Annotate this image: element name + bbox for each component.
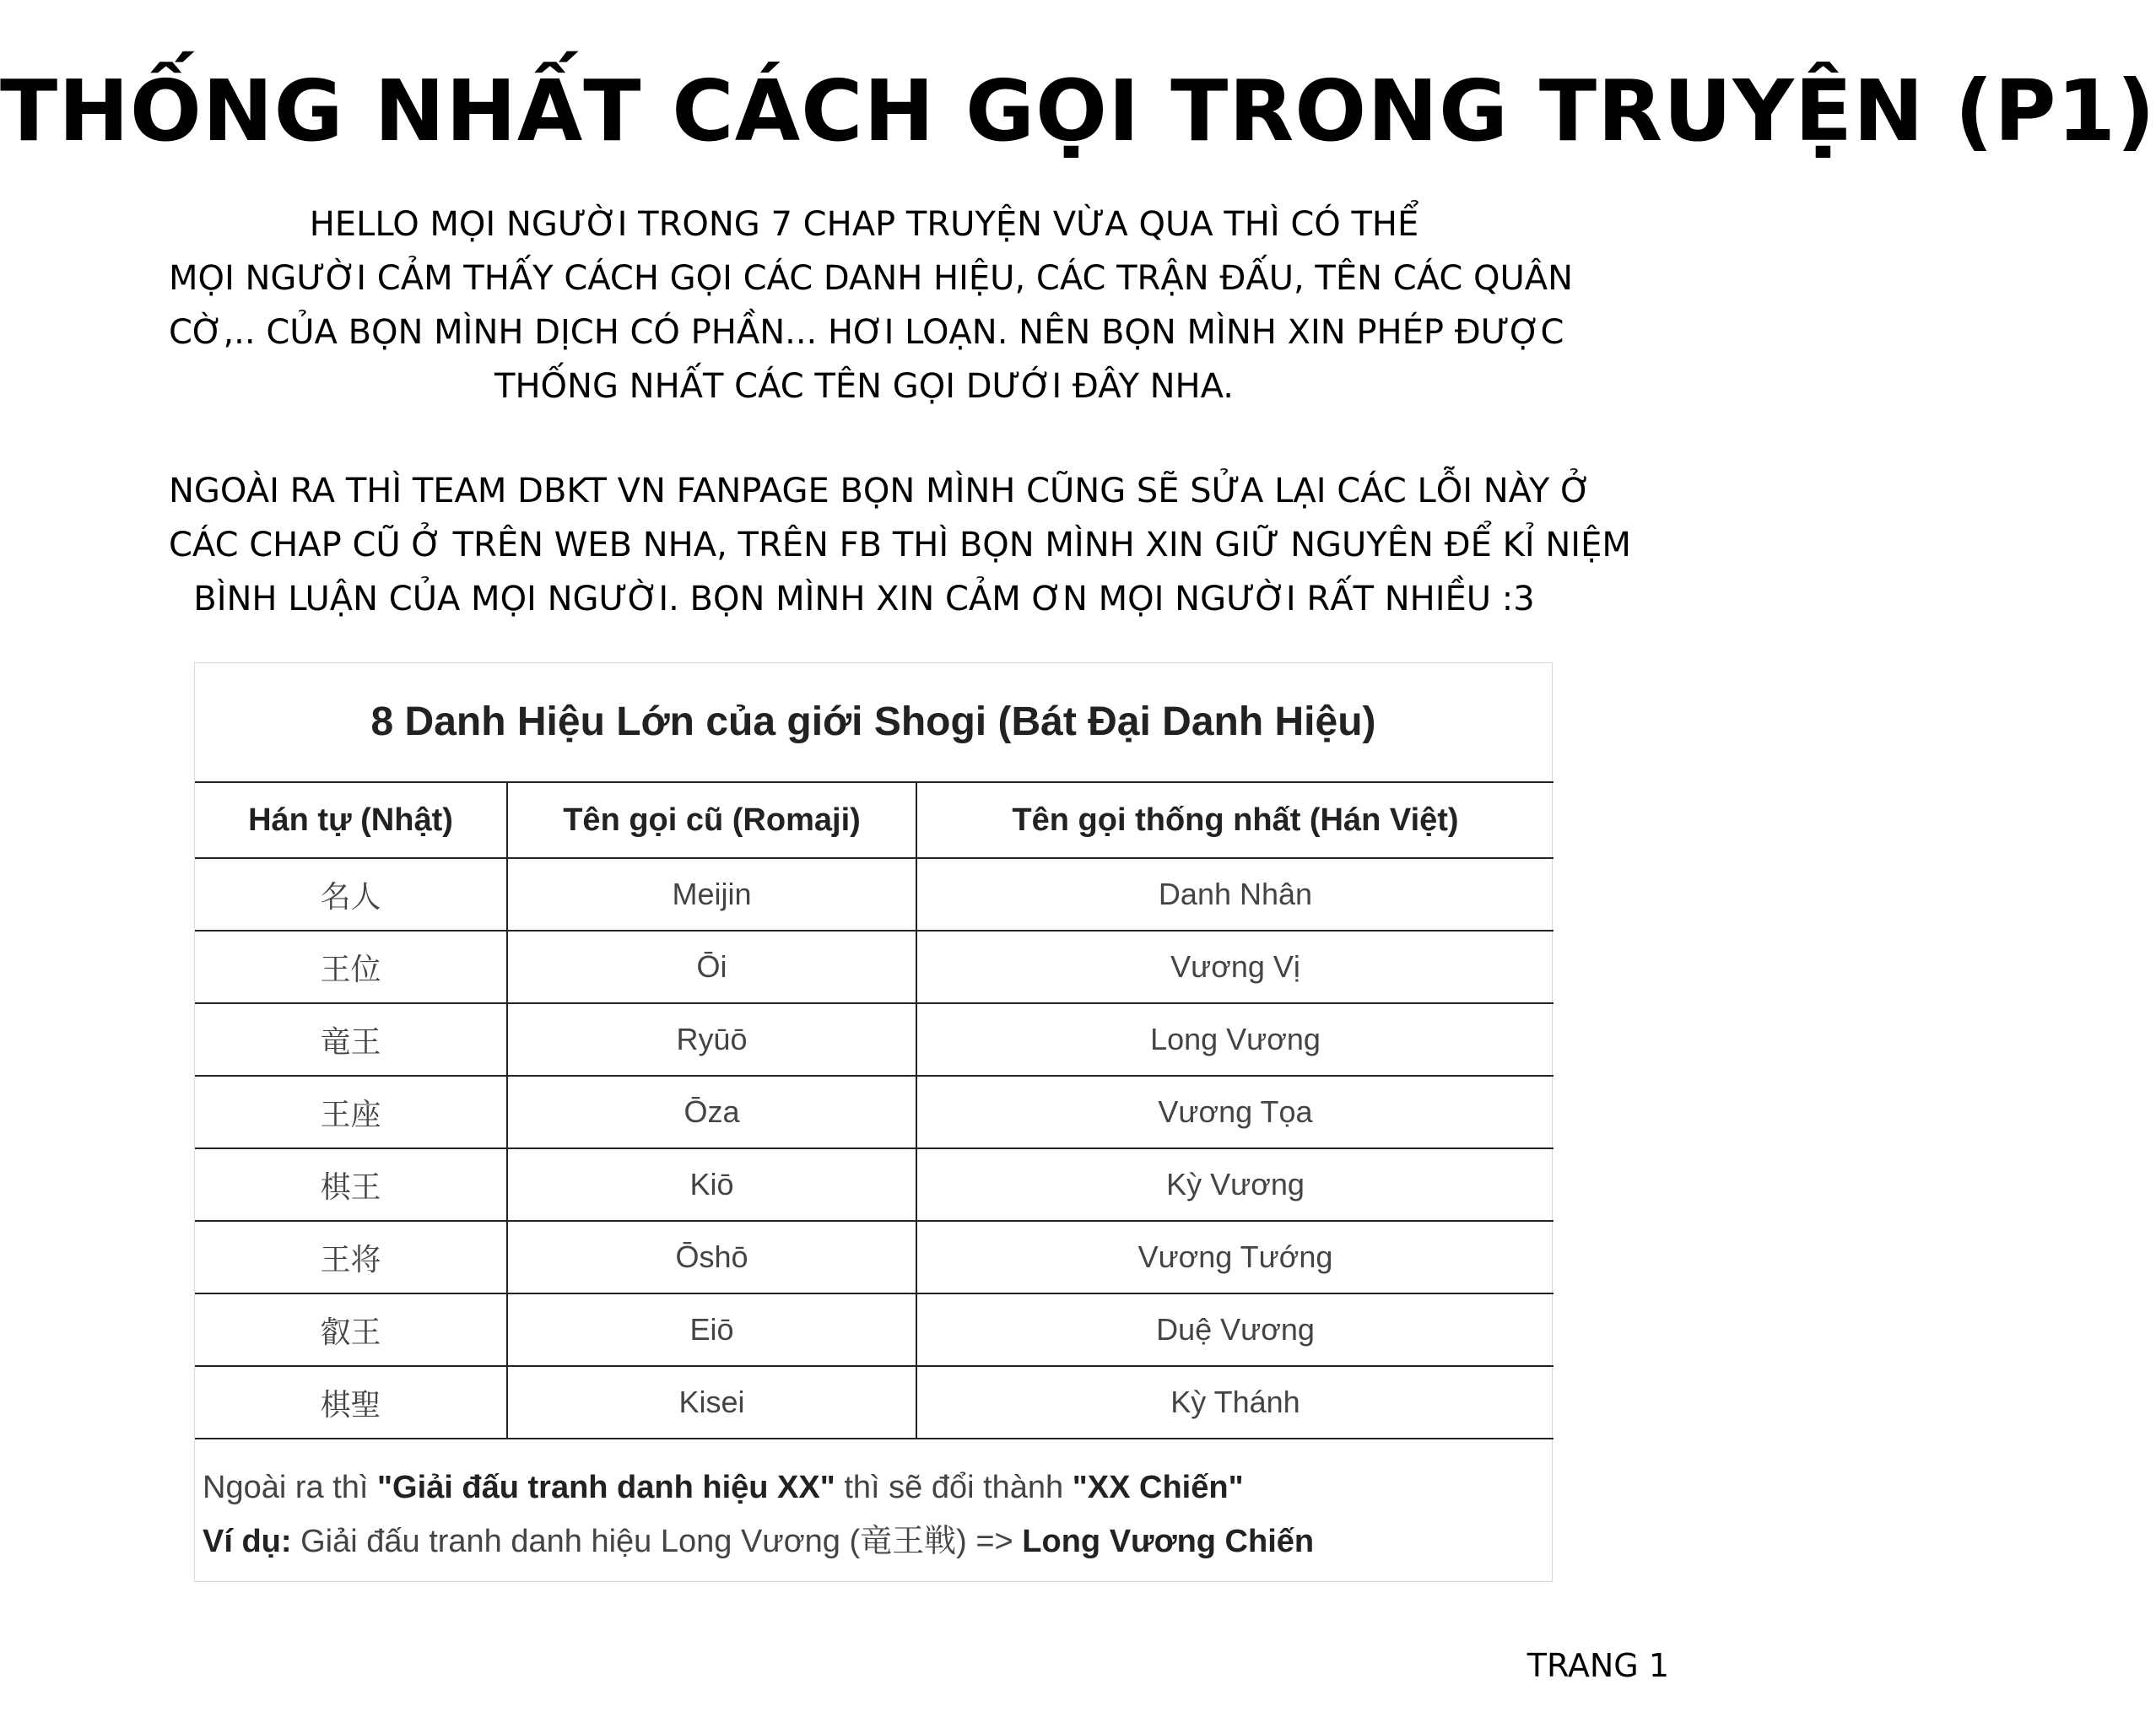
cell-romaji: Ryūō — [507, 1003, 916, 1076]
titles-card — [194, 662, 1553, 1582]
intro-line: MỌI NGƯỜI CẢM THẤY CÁCH GỌI CÁC DANH HIỆU, CÁC TRẬN ĐẤU, TÊN CÁC QUÂN — [169, 259, 1574, 298]
cell-han-viet: Kỳ Vương — [916, 1148, 1554, 1221]
intro-paragraph-2 — [169, 464, 1631, 626]
table-title: 8 Danh Hiệu Lớn của giới Shogi (Bát Đại Danh Hiệu) — [370, 699, 1376, 744]
cell-romaji: Ōshō — [507, 1221, 916, 1293]
header-kanji: Hán tự (Nhật) — [195, 782, 507, 858]
cell-kanji: 名人 — [195, 858, 507, 931]
cell-romaji: Meijin — [507, 858, 916, 931]
note-text: thì sẽ đổi thành — [835, 1470, 1073, 1505]
cell-han-viet: Kỳ Thánh — [916, 1366, 1554, 1439]
intro-paragraph-1 — [169, 197, 1574, 413]
intro-line: NGOÀI RA THÌ TEAM DBKT VN FANPAGE BỌN MÌNH CŨNG SẼ SỬA LẠI CÁC LỖI NÀY Ở — [169, 472, 1591, 510]
table-row — [195, 1366, 1554, 1439]
cell-han-viet: Long Vương — [916, 1003, 1554, 1076]
intro-line: CÁC CHAP CŨ Ở TRÊN WEB NHA, TRÊN FB THÌ BỌN MÌNH XIN GIỮ NGUYÊN ĐỂ KỈ NIỆM — [169, 526, 1631, 564]
table-row — [195, 1076, 1554, 1148]
page-title: THỐNG NHẤT CÁCH GỌI TRONG TRUYỆN (P1) — [0, 62, 2156, 160]
note-bold: Long Vương Chiến — [1022, 1524, 1315, 1559]
cell-kanji: 棋王 — [195, 1148, 507, 1221]
note-text: Giải đấu tranh danh hiệu Long Vương (竜王戦) => — [291, 1524, 1023, 1559]
table-row — [195, 1221, 1554, 1293]
cell-han-viet: Vương Tướng — [916, 1221, 1554, 1293]
cell-romaji: Ōi — [507, 931, 916, 1003]
note-line-1 — [203, 1461, 1314, 1515]
cell-han-viet: Duệ Vương — [916, 1293, 1554, 1366]
header-han-viet: Tên gọi thống nhất (Hán Việt) — [916, 782, 1554, 858]
intro-line: CỜ,.. CỦA BỌN MÌNH DỊCH CÓ PHẦN... HƠI LOẠN. NÊN BỌN MÌNH XIN PHÉP ĐƯỢC — [169, 313, 1564, 352]
page-number: TRANG 1 — [1526, 1647, 1669, 1684]
note-bold: "XX Chiến" — [1072, 1470, 1244, 1505]
titles-table — [195, 781, 1554, 1439]
table-row — [195, 931, 1554, 1003]
cell-kanji: 棋聖 — [195, 1366, 507, 1439]
table-row — [195, 1148, 1554, 1221]
intro-line: BÌNH LUẬN CỦA MỌI NGƯỜI. BỌN MÌNH XIN CẢM ƠN MỌI NGƯỜI RẤT NHIỀU :3 — [193, 580, 1535, 618]
table-header-row — [195, 782, 1554, 858]
cell-kanji: 竜王 — [195, 1003, 507, 1076]
cell-han-viet: Danh Nhân — [916, 858, 1554, 931]
note-bold: "Giải đấu tranh danh hiệu XX" — [377, 1470, 835, 1505]
cell-romaji: Kisei — [507, 1366, 916, 1439]
cell-kanji: 叡王 — [195, 1293, 507, 1366]
intro-line: THỐNG NHẤT CÁC TÊN GỌI DƯỚI ĐÂY NHA. — [494, 367, 1234, 406]
cell-kanji: 王将 — [195, 1221, 507, 1293]
cell-han-viet: Vương Tọa — [916, 1076, 1554, 1148]
note-line-2 — [203, 1515, 1314, 1569]
table-row — [195, 1293, 1554, 1366]
note-text: Ngoài ra thì — [203, 1470, 377, 1505]
cell-han-viet: Vương Vị — [916, 931, 1554, 1003]
table-row — [195, 858, 1554, 931]
cell-kanji: 王座 — [195, 1076, 507, 1148]
cell-kanji: 王位 — [195, 931, 507, 1003]
cell-romaji: Eiō — [507, 1293, 916, 1366]
cell-romaji: Ōza — [507, 1076, 916, 1148]
table-note — [203, 1461, 1314, 1569]
note-example-label: Ví dụ: — [203, 1524, 292, 1559]
intro-line: HELLO MỌI NGƯỜI TRONG 7 CHAP TRUYỆN VỪA QUA THÌ CÓ THỂ — [309, 205, 1419, 244]
table-row — [195, 1003, 1554, 1076]
header-romaji: Tên gọi cũ (Romaji) — [507, 782, 916, 858]
cell-romaji: Kiō — [507, 1148, 916, 1221]
